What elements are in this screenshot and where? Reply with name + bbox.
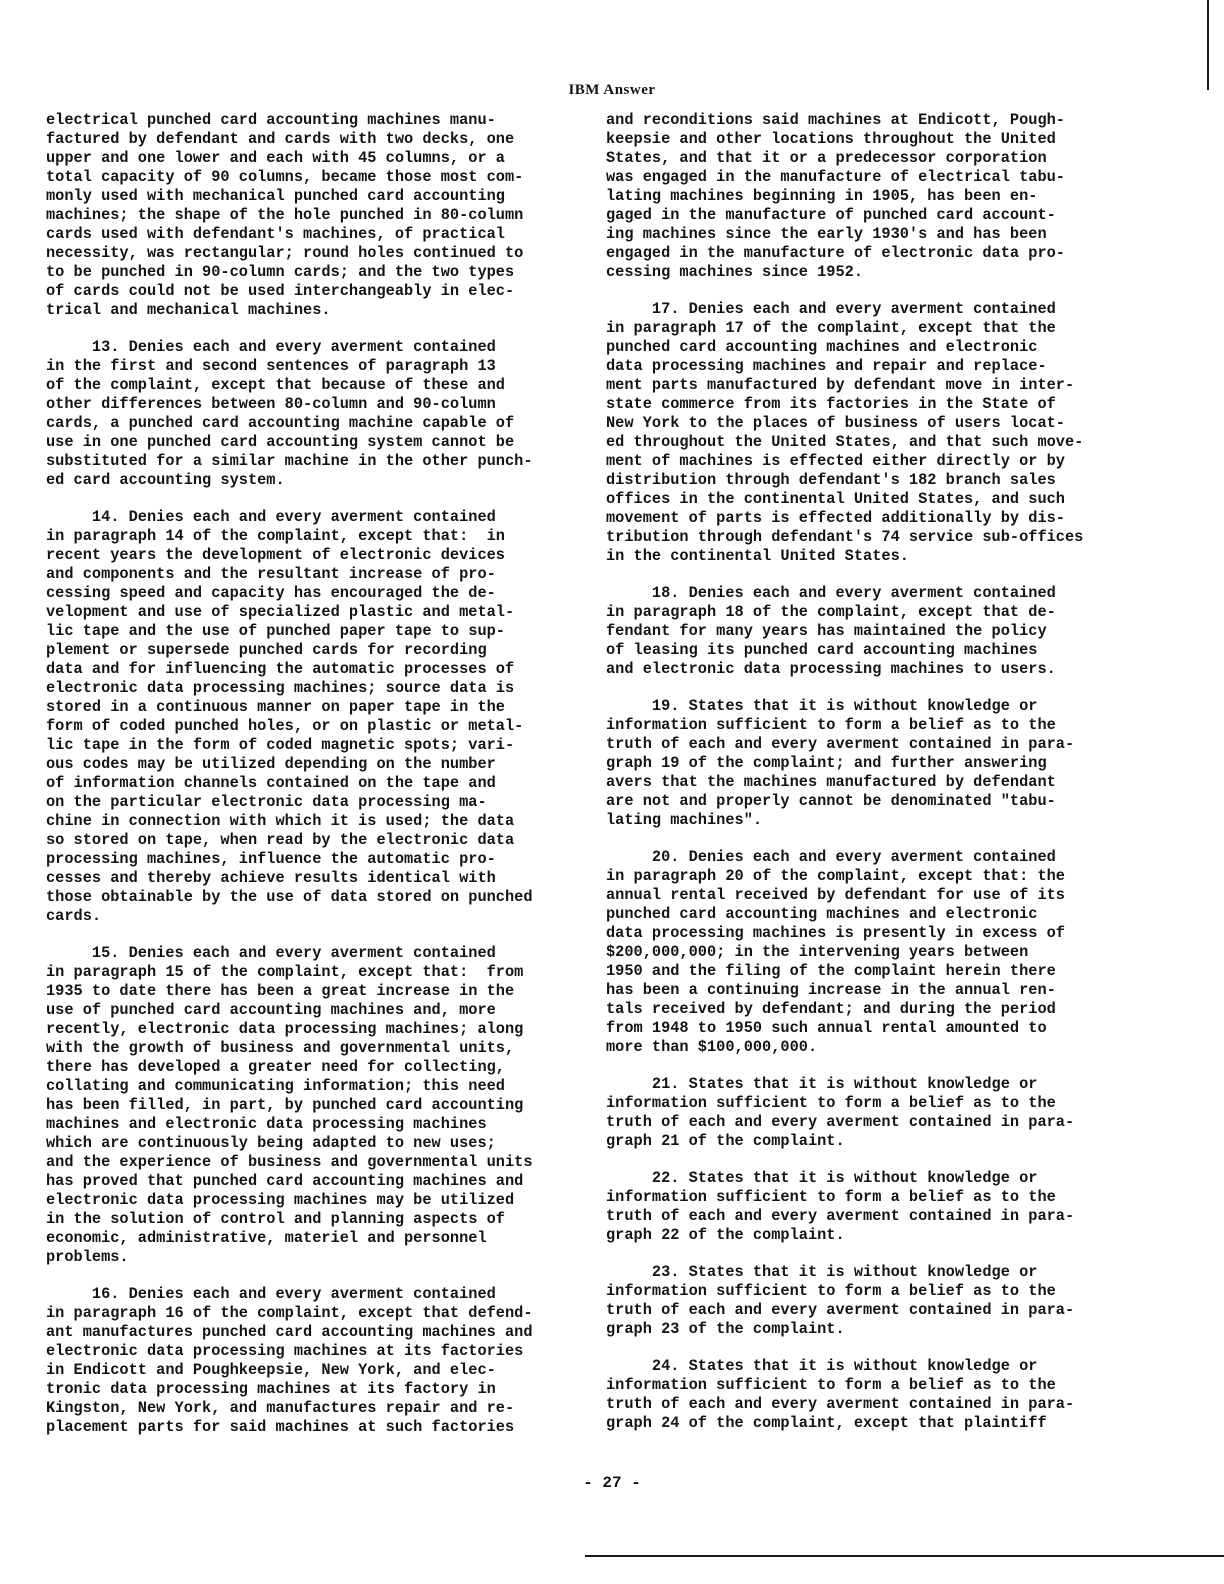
text-line: fendant for many years has maintained the policy	[606, 622, 1047, 640]
text-line: data and for influencing the automatic processes of	[46, 660, 515, 678]
text-line: 14. Denies each and every averment contained	[46, 508, 496, 526]
text-line: use in one punched card accounting system cannot be	[46, 433, 515, 451]
text-line: other differences between 80-column and 90-column	[46, 395, 496, 413]
text-line: has proved that punched card accounting machines and	[46, 1172, 524, 1190]
text-line: 1950 and the filing of the complaint herein there	[606, 962, 1056, 980]
text-line: ment parts manufactured by defendant move in inter-	[606, 376, 1075, 394]
text-line: there has developed a greater need for collecting,	[46, 1058, 505, 1076]
paragraph	[606, 1357, 1106, 1433]
text-line: lic tape and the use of punched paper tape to sup-	[46, 622, 505, 640]
text-line: recent years the development of electronic devices	[46, 546, 505, 564]
text-line: upper and one lower and each with 45 columns, or a	[46, 149, 505, 167]
text-line: from 1948 to 1950 such annual rental amounted to	[606, 1019, 1047, 1037]
text-line: in paragraph 16 of the complaint, except that defend-	[46, 1304, 533, 1322]
left-column	[46, 111, 561, 1455]
text-line: chine in connection with which it is used; the data	[46, 812, 515, 830]
text-line: lic tape in the form of coded magnetic spots; vari-	[46, 736, 515, 754]
text-line: ing machines since the early 1930's and has been	[606, 225, 1047, 243]
text-line: recently, electronic data processing machines; along	[46, 1020, 524, 1038]
right-column	[606, 111, 1106, 1451]
text-line: cessing machines since 1952.	[606, 263, 864, 281]
text-line: States, and that it or a predecessor corporation	[606, 149, 1047, 167]
text-line: ed throughout the United States, and that such move-	[606, 433, 1084, 451]
text-line: gaged in the manufacture of punched card account-	[606, 206, 1056, 224]
text-line: lating machines beginning in 1905, has been en-	[606, 187, 1038, 205]
text-line: truth of each and every averment contained in para-	[606, 735, 1075, 753]
text-line: graph 21 of the complaint.	[606, 1132, 845, 1150]
text-line: 18. Denies each and every averment contained	[606, 584, 1056, 602]
text-line: of the complaint, except that because of these and	[46, 376, 505, 394]
text-line: and components and the resultant increase of pro-	[46, 565, 496, 583]
text-line: truth of each and every averment contained in para-	[606, 1207, 1075, 1225]
text-line: ment of machines is effected either directly or by	[606, 452, 1065, 470]
paragraph	[606, 697, 1106, 830]
text-line: graph 24 of the complaint, except that plaintiff	[606, 1414, 1047, 1432]
text-line: truth of each and every averment contained in para-	[606, 1113, 1075, 1131]
text-line: 1935 to date there has been a great increase in the	[46, 982, 515, 1000]
text-line: of cards could not be used interchangeably in elec-	[46, 282, 515, 300]
text-line: avers that the machines manufactured by defendant	[606, 773, 1056, 791]
text-line: 16. Denies each and every averment contained	[46, 1285, 496, 1303]
paragraph	[46, 111, 561, 320]
text-line: machines and electronic data processing machines	[46, 1115, 487, 1133]
text-line: truth of each and every averment contained in para-	[606, 1395, 1075, 1413]
text-line: use of punched card accounting machines and, more	[46, 1001, 496, 1019]
paragraph	[606, 111, 1106, 282]
text-line: offices in the continental United States, and such	[606, 490, 1065, 508]
text-line: factured by defendant and cards with two decks, one	[46, 130, 515, 148]
text-line: 15. Denies each and every averment contained	[46, 944, 496, 962]
text-line: 19. States that it is without knowledge or	[606, 697, 1038, 715]
paragraph	[606, 584, 1106, 679]
text-line: movement of parts is effected additionally by dis-	[606, 509, 1065, 527]
paragraph	[46, 1285, 561, 1437]
text-line: velopment and use of specialized plastic and metal-	[46, 603, 515, 621]
text-line: 23. States that it is without knowledge or	[606, 1263, 1038, 1281]
paragraph	[46, 944, 561, 1267]
text-line: lating machines".	[606, 811, 763, 829]
text-line: 13. Denies each and every averment contained	[46, 338, 496, 356]
text-line: in paragraph 18 of the complaint, except that de-	[606, 603, 1056, 621]
text-line: truth of each and every averment contained in para-	[606, 1301, 1075, 1319]
text-line: was engaged in the manufacture of electrical tabu-	[606, 168, 1065, 186]
text-line: data processing machines is presently in excess of	[606, 924, 1065, 942]
text-line: of leasing its punched card accounting machines	[606, 641, 1038, 659]
text-line: data processing machines and repair and replace-	[606, 357, 1047, 375]
text-line: in Endicott and Poughkeepsie, New York, and elec-	[46, 1361, 496, 1379]
text-line: which are continuously being adapted to new uses;	[46, 1134, 496, 1152]
text-line: in the continental United States.	[606, 547, 909, 565]
text-line: stored in a continuous manner on paper tape in the	[46, 698, 505, 716]
text-line: and the experience of business and governmental units	[46, 1153, 533, 1171]
text-line: has been a continuing increase in the annual ren-	[606, 981, 1056, 999]
text-line: 21. States that it is without knowledge or	[606, 1075, 1038, 1093]
text-line: economic, administrative, materiel and personnel	[46, 1229, 487, 1247]
text-line: annual rental received by defendant for use of its	[606, 886, 1065, 904]
text-line: in paragraph 15 of the complaint, except that: from	[46, 963, 524, 981]
text-line: graph 19 of the complaint; and further answering	[606, 754, 1047, 772]
text-line: form of coded punched holes, or on plastic or metal-	[46, 717, 524, 735]
text-line: 24. States that it is without knowledge or	[606, 1357, 1038, 1375]
text-line: 20. Denies each and every averment contained	[606, 848, 1056, 866]
text-line: in paragraph 14 of the complaint, except that: in	[46, 527, 505, 545]
text-line: cards.	[46, 907, 102, 925]
text-line: ed card accounting system.	[46, 471, 285, 489]
text-line: in paragraph 20 of the complaint, except that: the	[606, 867, 1065, 885]
text-line: electronic data processing machines may be utilized	[46, 1191, 515, 1209]
text-line: and electronic data processing machines to users.	[606, 660, 1056, 678]
text-line: on the particular electronic data processing ma-	[46, 793, 487, 811]
text-line: information sufficient to form a belief as to the	[606, 1282, 1056, 1300]
text-line: graph 23 of the complaint.	[606, 1320, 845, 1338]
text-line: substituted for a similar machine in the other punch-	[46, 452, 533, 470]
text-line: are not and properly cannot be denominated "tabu-	[606, 792, 1056, 810]
text-line: cessing speed and capacity has encouraged the de-	[46, 584, 496, 602]
text-line: information sufficient to form a belief as to the	[606, 1094, 1056, 1112]
text-line: information sufficient to form a belief as to the	[606, 1188, 1056, 1206]
text-line: to be punched in 90-column cards; and the two types	[46, 263, 515, 281]
paragraph	[606, 300, 1106, 566]
text-line: ous codes may be utilized depending on the number	[46, 755, 496, 773]
text-line: $200,000,000; in the intervening years between	[606, 943, 1029, 961]
text-line: information sufficient to form a belief as to the	[606, 1376, 1056, 1394]
text-line: problems.	[46, 1248, 129, 1266]
text-line: processing machines, influence the automatic pro-	[46, 850, 496, 868]
paragraph	[606, 1169, 1106, 1245]
text-line: 17. Denies each and every averment contained	[606, 300, 1056, 318]
text-line: Kingston, New York, and manufactures repair and re-	[46, 1399, 515, 1417]
text-line: keepsie and other locations throughout the United	[606, 130, 1056, 148]
text-line: 22. States that it is without knowledge or	[606, 1169, 1038, 1187]
paragraph	[46, 508, 561, 926]
text-line: collating and communicating information; this need	[46, 1077, 505, 1095]
text-line: engaged in the manufacture of electronic data pro-	[606, 244, 1065, 262]
text-line: punched card accounting machines and electronic	[606, 905, 1038, 923]
text-line: placement parts for said machines at such factories	[46, 1418, 515, 1436]
text-line: cesses and thereby achieve results identical with	[46, 869, 496, 887]
text-line: distribution through defendant's 182 branch sales	[606, 471, 1056, 489]
text-line: tals received by defendant; and during the period	[606, 1000, 1056, 1018]
text-line: those obtainable by the use of data stored on punched	[46, 888, 533, 906]
text-line: trical and mechanical machines.	[46, 301, 331, 319]
text-line: with the growth of business and governmental units,	[46, 1039, 515, 1057]
text-line: state commerce from its factories in the State of	[606, 395, 1056, 413]
text-line: monly used with mechanical punched card accounting	[46, 187, 505, 205]
text-line: has been filled, in part, by punched card accounting	[46, 1096, 524, 1114]
text-line: electrical punched card accounting machines manu-	[46, 111, 496, 129]
scan-edge-line	[585, 1555, 1224, 1557]
text-line: ant manufactures punched card accounting machines and	[46, 1323, 533, 1341]
text-line: in the first and second sentences of paragraph 13	[46, 357, 496, 375]
text-line: tronic data processing machines at its factory in	[46, 1380, 496, 1398]
text-line: cards, a punched card accounting machine capable of	[46, 414, 515, 432]
text-line: cards used with defendant's machines, of practical	[46, 225, 505, 243]
text-line: in the solution of control and planning aspects of	[46, 1210, 505, 1228]
text-line: so stored on tape, when read by the electronic data	[46, 831, 515, 849]
paragraph	[46, 338, 561, 490]
text-line: of information channels contained on the tape and	[46, 774, 496, 792]
text-line: more than $100,000,000.	[606, 1038, 818, 1056]
text-line: tribution through defendant's 74 service sub-offices	[606, 528, 1084, 546]
text-line: and reconditions said machines at Endicott, Pough-	[606, 111, 1065, 129]
text-line: plement or supersede punched cards for recording	[46, 641, 487, 659]
text-line: punched card accounting machines and electronic	[606, 338, 1038, 356]
paragraph	[606, 1263, 1106, 1339]
text-line: necessity, was rectangular; round holes continued to	[46, 244, 524, 262]
text-line: New York to the places of business of users locat-	[606, 414, 1065, 432]
scan-edge-line	[1207, 0, 1209, 90]
text-line: graph 22 of the complaint.	[606, 1226, 845, 1244]
text-line: total capacity of 90 columns, became those most com-	[46, 168, 524, 186]
text-line: information sufficient to form a belief as to the	[606, 716, 1056, 734]
page-header: IBM Answer	[568, 82, 656, 98]
text-line: in paragraph 17 of the complaint, except that the	[606, 319, 1056, 337]
paragraph	[606, 848, 1106, 1057]
page-number: - 27 -	[583, 1474, 641, 1492]
paragraph	[606, 1075, 1106, 1151]
text-line: machines; the shape of the hole punched in 80-column	[46, 206, 524, 224]
text-line: electronic data processing machines at its factories	[46, 1342, 524, 1360]
text-line: electronic data processing machines; source data is	[46, 679, 515, 697]
